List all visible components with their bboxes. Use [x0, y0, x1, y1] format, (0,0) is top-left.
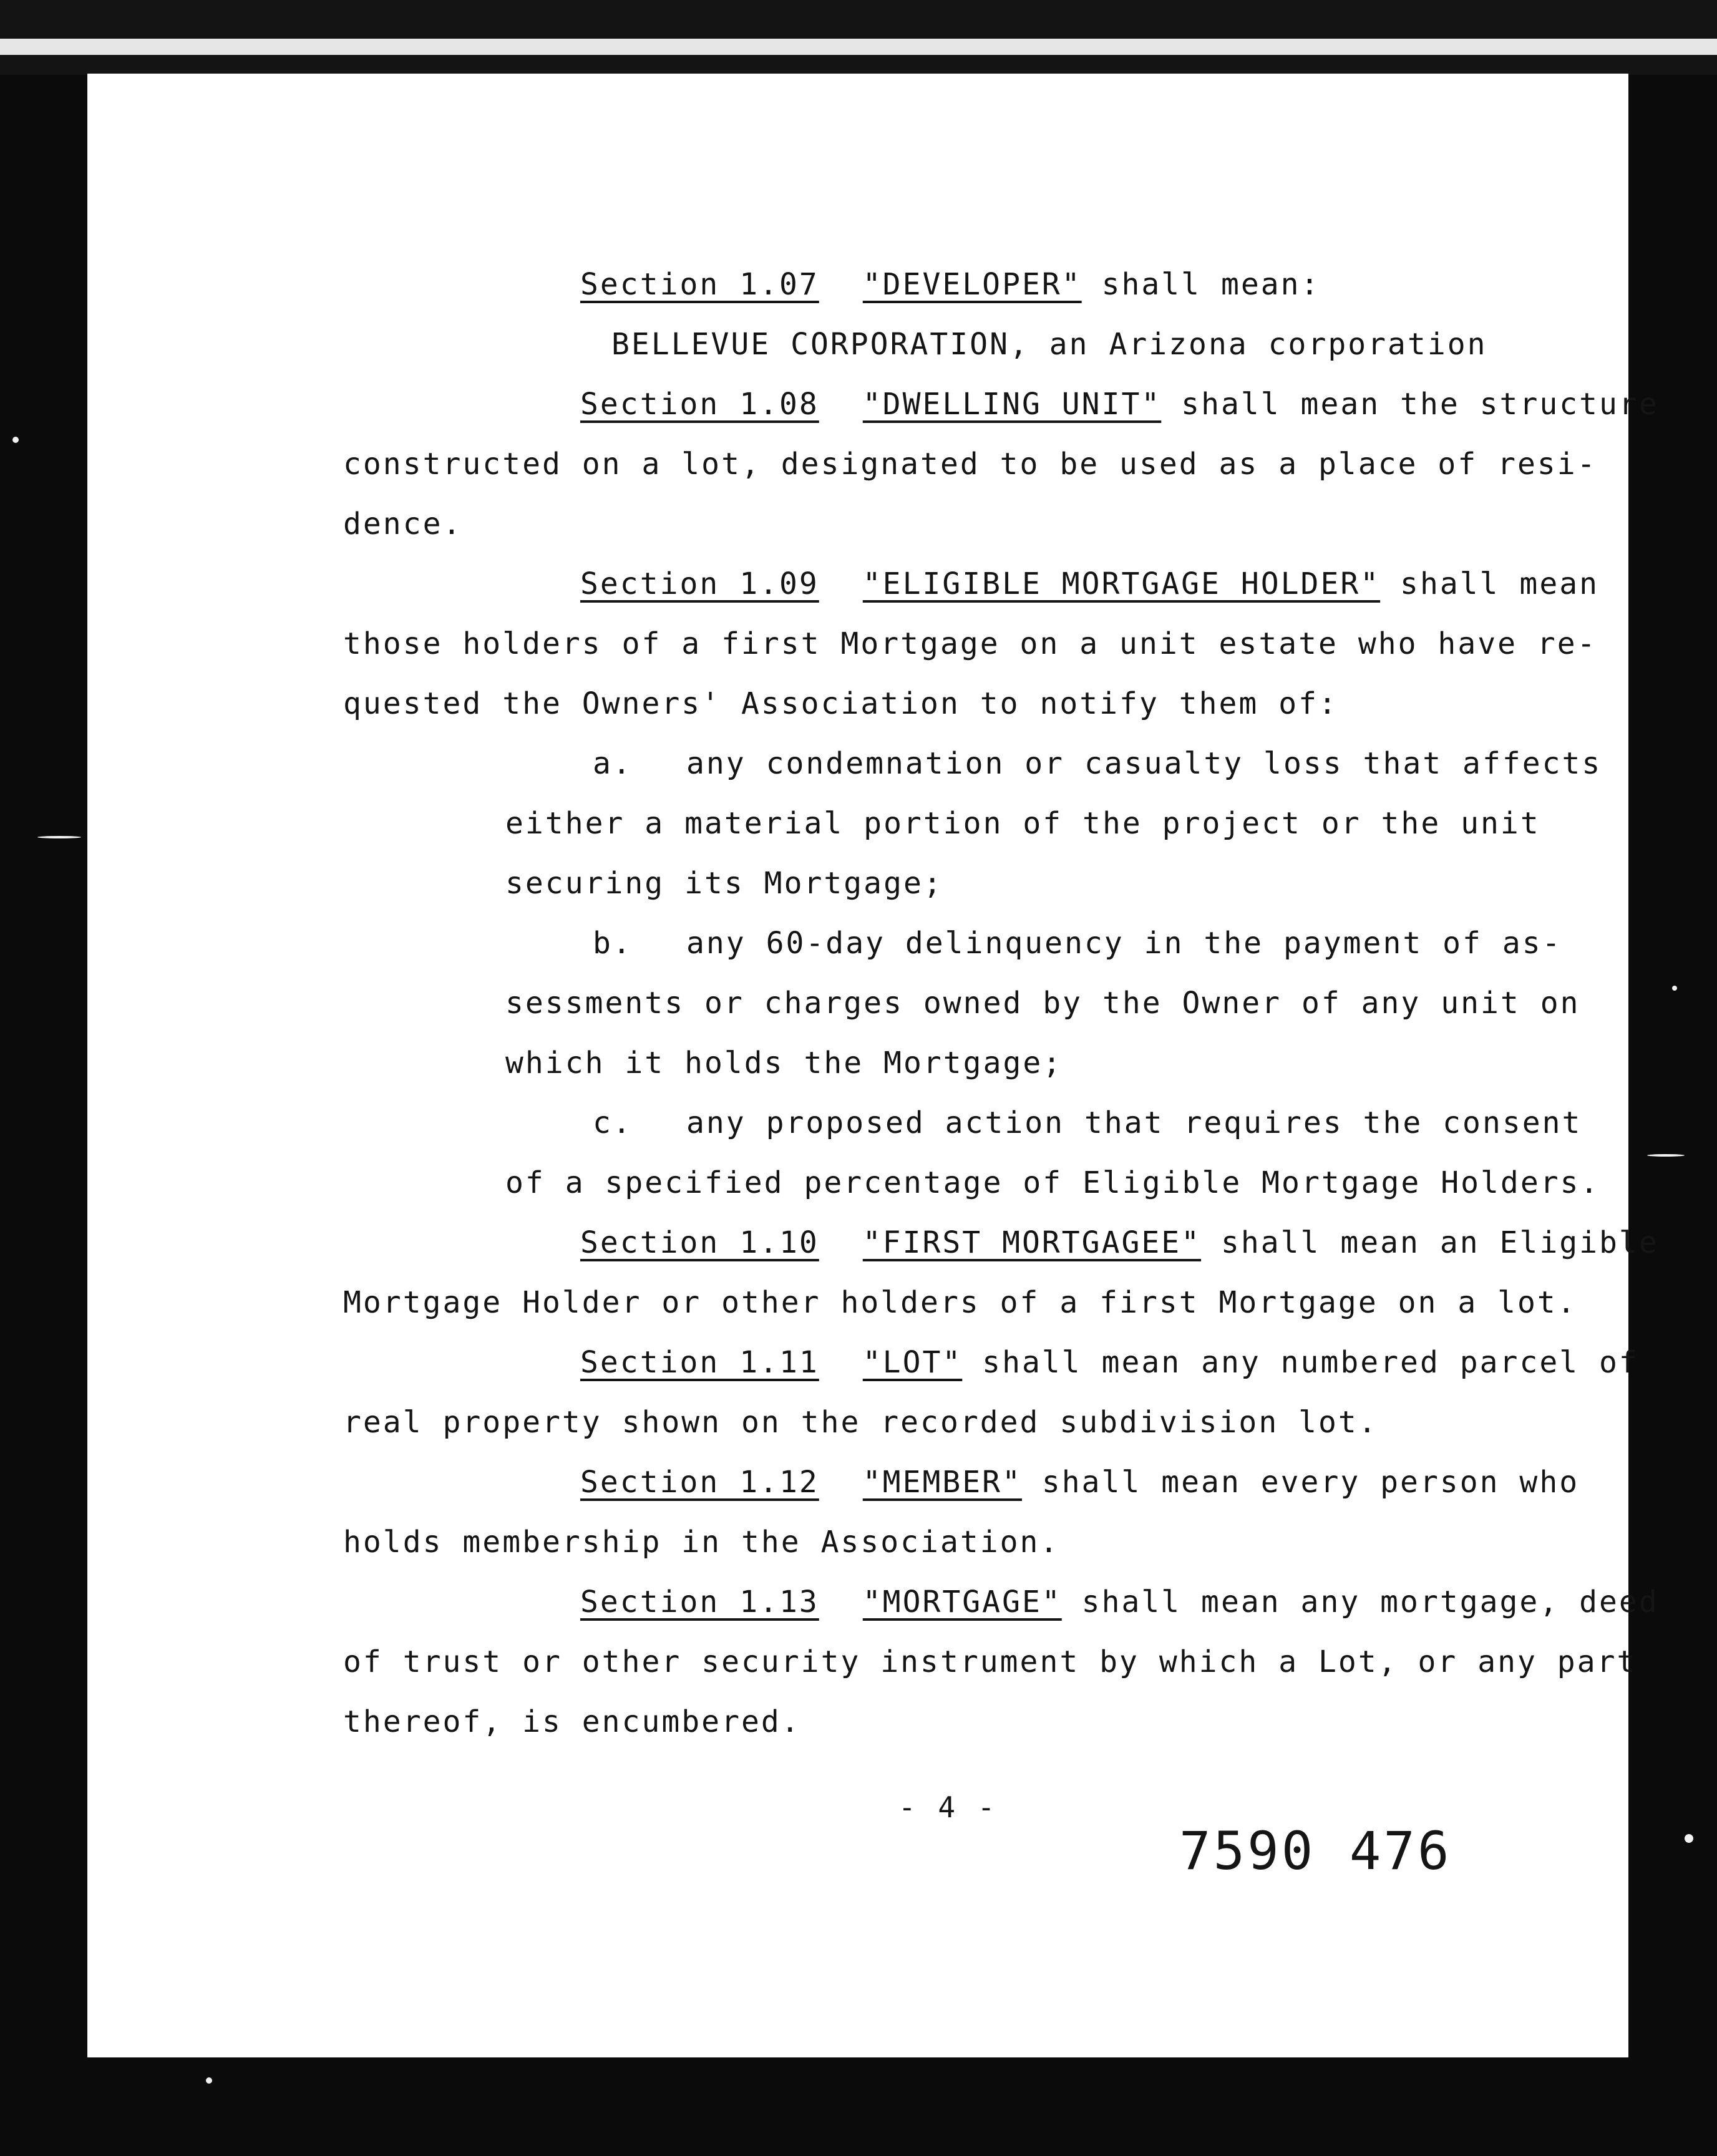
- list-item-a: [343, 734, 1602, 794]
- section-label: Section 1.07: [580, 267, 819, 302]
- definition-text: shall mean any mortgage, deed: [1061, 1585, 1659, 1619]
- scan-speck: [1647, 1154, 1685, 1157]
- scan-top-border: [0, 0, 1717, 75]
- section-label: Section 1.11: [580, 1345, 819, 1380]
- body-text-line: thereof, is encumbered.: [343, 1704, 801, 1739]
- definition-text: shall mean any numbered parcel of: [962, 1345, 1639, 1380]
- list-item-line: which it holds the Mortgage;: [505, 1046, 1063, 1080]
- scan-speck: [37, 836, 81, 838]
- section-1-13-heading: [343, 1572, 1659, 1632]
- list-item-letter: a.: [593, 746, 633, 781]
- list-item-line: either a material portion of the project or the unit: [505, 806, 1540, 841]
- body-text-line: dence.: [343, 507, 463, 541]
- section-1-08-heading: [343, 374, 1659, 434]
- body-text-line: holds membership in the Association.: [343, 1525, 1060, 1560]
- scan-top-edge: [0, 39, 1717, 55]
- definition-text: shall mean the structure: [1161, 387, 1659, 422]
- defined-term: "DEVELOPER": [862, 267, 1082, 302]
- list-item-letter: b.: [593, 926, 633, 961]
- definition-text: shall mean:: [1081, 267, 1321, 302]
- section-1-11-heading: [343, 1333, 1639, 1392]
- section-label: Section 1.13: [580, 1585, 819, 1619]
- document-page: [87, 74, 1659, 2057]
- body-text-line: of trust or other security instrument by which a Lot, or any part: [343, 1644, 1637, 1679]
- section-1-12-heading: [343, 1452, 1578, 1512]
- section-label: Section 1.08: [580, 387, 819, 422]
- definition-text: shall mean every person who: [1021, 1465, 1580, 1500]
- defined-term: "MEMBER": [862, 1465, 1022, 1500]
- list-item-line: securing its Mortgage;: [505, 866, 943, 901]
- section-1-09-heading: [343, 554, 1600, 614]
- section-label: Section 1.12: [580, 1465, 819, 1500]
- list-item-text: any proposed action that requires the consent: [686, 1105, 1582, 1140]
- document-id-number: 7590 476: [1179, 1820, 1452, 1882]
- section-label: Section 1.09: [580, 566, 819, 601]
- list-item-text: any 60-day delinquency in the payment of as-: [686, 926, 1562, 961]
- body-text-line: real property shown on the recorded subdivision lot.: [343, 1405, 1378, 1440]
- list-item-text: any condemnation or casualty loss that affects: [686, 746, 1602, 781]
- body-text-line: constructed on a lot, designated to be used as a place of resi-: [343, 447, 1597, 482]
- list-item-c: [343, 1093, 1582, 1153]
- scan-speck: [1672, 986, 1677, 991]
- definition-text: shall mean an Eligible: [1201, 1225, 1659, 1260]
- defined-term: "FIRST MORTGAGEE": [862, 1225, 1202, 1260]
- list-item-line: of a specified percentage of Eligible Mortgage Holders.: [505, 1165, 1600, 1200]
- definition-text: shall mean: [1380, 566, 1600, 601]
- defined-term: "LOT": [862, 1345, 963, 1380]
- document-body: [343, 255, 1659, 1752]
- scan-speck: [206, 2077, 212, 2084]
- section-1-07-entity: BELLEVUE CORPORATION, an Arizona corporation: [611, 327, 1487, 362]
- page-number: - 4 -: [898, 1790, 998, 1824]
- list-item-line: sessments or charges owned by the Owner of any unit on: [505, 986, 1580, 1021]
- defined-term: "ELIGIBLE MORTGAGE HOLDER": [862, 566, 1381, 601]
- body-text-line: those holders of a first Mortgage on a unit estate who have re-: [343, 626, 1597, 661]
- scan-speck: [1685, 1834, 1693, 1843]
- defined-term: "DWELLING UNIT": [862, 387, 1162, 422]
- section-label: Section 1.10: [580, 1225, 819, 1260]
- defined-term: "MORTGAGE": [862, 1585, 1062, 1619]
- section-1-10-heading: [343, 1213, 1659, 1273]
- body-text-line: quested the Owners' Association to notify them of:: [343, 686, 1338, 721]
- section-1-07-heading: [343, 255, 1578, 314]
- list-item-b: [343, 913, 1578, 973]
- body-text-line: Mortgage Holder or other holders of a first Mortgage on a lot.: [343, 1285, 1577, 1320]
- scan-speck: [12, 437, 19, 443]
- list-item-letter: c.: [593, 1105, 633, 1140]
